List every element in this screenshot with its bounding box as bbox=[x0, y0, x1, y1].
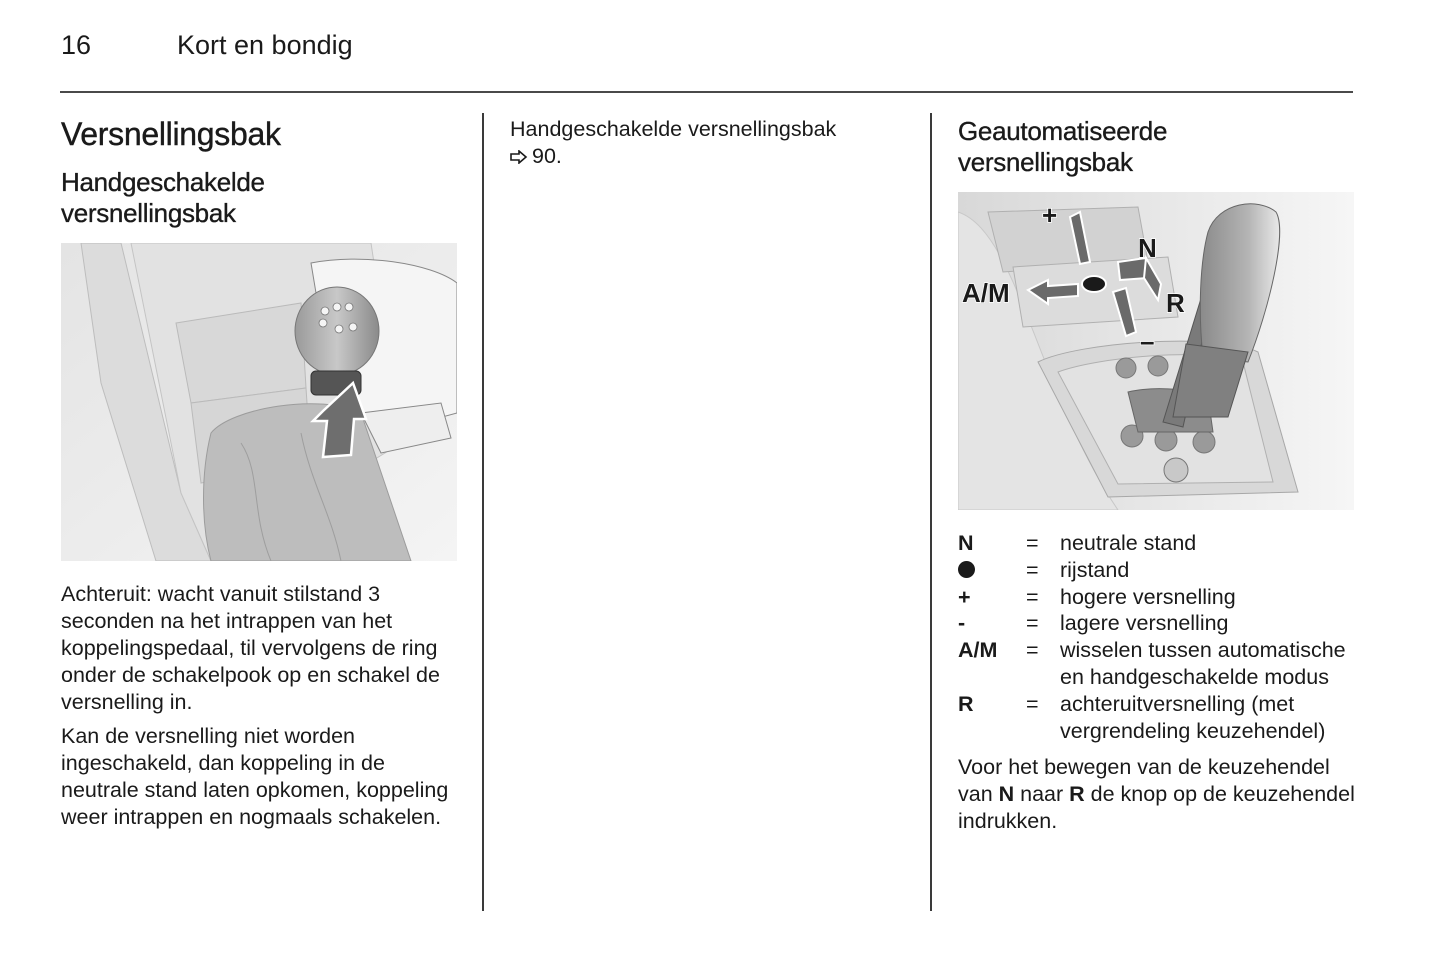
legend-desc: neutrale stand bbox=[1060, 531, 1197, 555]
note-text: naar bbox=[1014, 782, 1070, 807]
gear-selector-illustration-icon bbox=[958, 192, 1354, 510]
legend-row-neutral bbox=[958, 530, 1358, 557]
cross-reference[interactable] bbox=[510, 116, 910, 170]
right-arrow-icon bbox=[510, 150, 528, 164]
legend-key bbox=[958, 557, 1026, 584]
legend-key: R bbox=[958, 691, 974, 716]
legend-row-drive bbox=[958, 557, 1358, 584]
legend-desc: wisselen tussen automatische en handgeschakelde modus bbox=[1060, 638, 1346, 689]
svg-text:N: N bbox=[1138, 233, 1157, 263]
svg-text:A/M: A/M bbox=[962, 278, 1010, 308]
gear-legend bbox=[958, 530, 1358, 744]
gear-engage-paragraph: Kan de versnelling niet worden ingeschakeld, dan koppeling in de neutrale stand laten opkomen, koppeling weer intrappen en nogmaals schakelen. bbox=[61, 724, 449, 829]
section-title: Versnellingsbak bbox=[61, 116, 281, 152]
legend-key: A/M bbox=[958, 638, 998, 663]
column-divider-1 bbox=[482, 113, 484, 911]
svg-text:R: R bbox=[1166, 288, 1185, 318]
selector-note-paragraph bbox=[958, 754, 1358, 835]
legend-equals: = bbox=[1026, 584, 1039, 609]
legend-row-reverse bbox=[958, 691, 1358, 745]
legend-desc: hogere versnelling bbox=[1060, 584, 1236, 609]
header-rule bbox=[60, 91, 1353, 93]
legend-row-downshift bbox=[958, 610, 1358, 637]
legend-equals: = bbox=[1026, 611, 1039, 636]
column-manual-gearbox bbox=[61, 110, 461, 838]
filled-circle-icon bbox=[958, 561, 975, 578]
automated-gear-selector-figure bbox=[958, 192, 1354, 510]
subsection-title-line1: Handgeschakelde bbox=[61, 167, 265, 197]
subsection-title-line2: versnellingsbak bbox=[61, 198, 236, 228]
note-bold-n: N bbox=[998, 782, 1015, 807]
legend-key: - bbox=[958, 611, 966, 636]
legend-desc: rijstand bbox=[1060, 557, 1130, 582]
column-crossref bbox=[510, 110, 910, 170]
legend-row-upshift bbox=[958, 584, 1358, 611]
reverse-gear-paragraph: Achteruit: wacht vanuit stilstand 3 seconden na het intrappen van het koppelingspedaal, til vervolgens de ring onder de schakelpook op en schakel de versnelling in. bbox=[61, 582, 440, 714]
svg-text:–: – bbox=[1140, 326, 1155, 356]
legend-equals: = bbox=[1026, 638, 1039, 663]
subsection-title-automated bbox=[958, 116, 1358, 178]
page-number: 16 bbox=[61, 30, 92, 60]
legend-desc: achteruitversnelling (met vergrendeling keuzehendel) bbox=[1060, 691, 1326, 743]
legend-key: N bbox=[958, 531, 974, 555]
column-automated-gearbox bbox=[958, 110, 1358, 842]
legend-equals: = bbox=[1026, 531, 1039, 555]
manual-gear-lever-figure bbox=[61, 243, 457, 561]
subsection-title-line1: Geautomatiseerde bbox=[958, 116, 1168, 146]
column-divider-2 bbox=[930, 113, 932, 911]
running-title: Kort en bondig bbox=[177, 30, 353, 60]
legend-equals: = bbox=[1026, 557, 1039, 582]
xref-page[interactable]: 90. bbox=[532, 144, 562, 168]
manual-shift-knob-illustration-icon bbox=[61, 243, 457, 561]
xref-text: Handgeschakelde versnellingsbak bbox=[510, 117, 837, 141]
subsection-title-line2: versnellingsbak bbox=[958, 147, 1133, 177]
plus-label: + bbox=[1042, 200, 1058, 230]
legend-equals: = bbox=[1026, 691, 1039, 716]
note-bold-r: R bbox=[1069, 782, 1085, 807]
legend-desc: lagere versnelling bbox=[1060, 611, 1229, 636]
subsection-title-manual bbox=[61, 167, 461, 229]
note-text: Voor het bewegen van de keuzehendel van bbox=[958, 755, 1330, 807]
note-text: de knop op de keuzehendel indrukken. bbox=[958, 782, 1355, 834]
legend-key: + bbox=[958, 584, 971, 609]
legend-row-am bbox=[958, 637, 1358, 691]
